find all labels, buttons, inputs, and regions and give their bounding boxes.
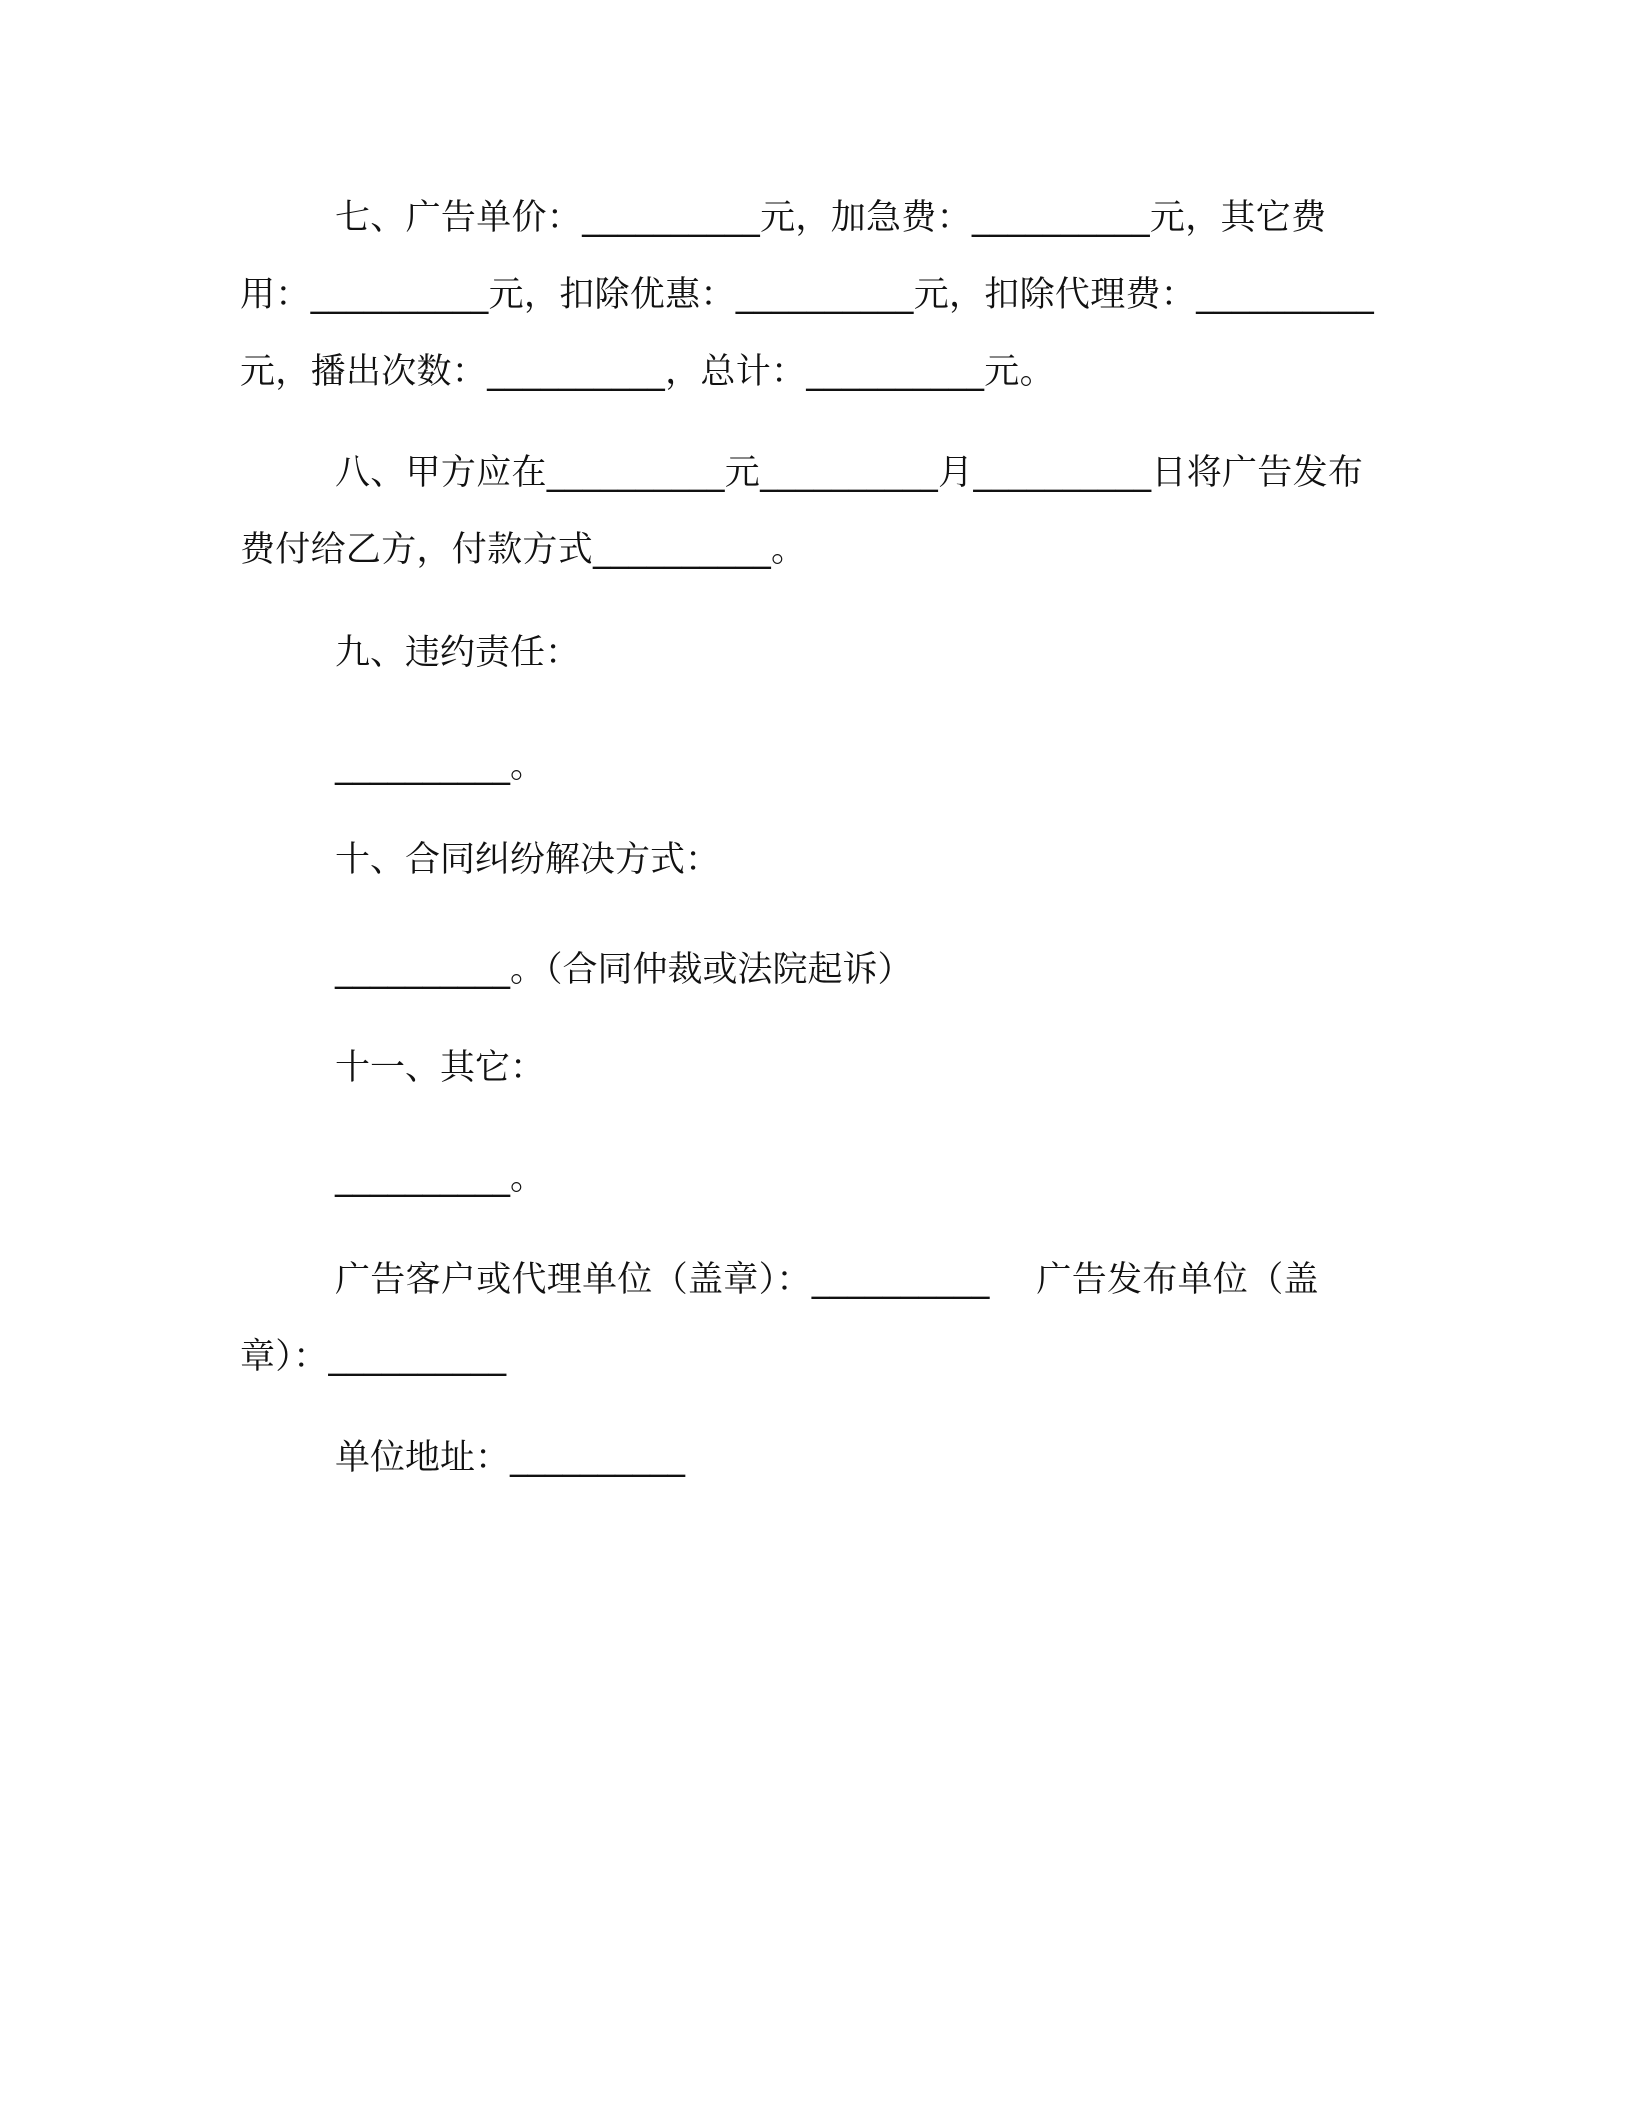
- clause-10-blank: __________。（合同仲裁或法院起诉）: [335, 950, 913, 990]
- clause-11-blank: __________。: [335, 1158, 546, 1198]
- clause-11-heading: 十一、其它：: [335, 1048, 546, 1088]
- unit-address: 单位地址：__________: [335, 1438, 686, 1478]
- clause-9-blank: __________。: [335, 746, 546, 786]
- clause-8-payment: 八、甲方应在__________元__________月__________日将广告发布费付给乙方，付款方式__________。: [240, 453, 1364, 570]
- clause-10-heading: 十、合同纠纷解决方式：: [335, 840, 721, 880]
- signature-line: 广告客户或代理单位（盖章）：__________ 广告发布单位（盖章）：__________: [240, 1260, 1319, 1377]
- clause-7-fees: 七、广告单价：__________元，加急费：__________元，其它费用：__________元，扣除优惠：__________元，扣除代理费：__________元，播出次数：__________，总计：__________元。: [240, 198, 1375, 392]
- clause-9-heading: 九、违约责任：: [335, 633, 581, 673]
